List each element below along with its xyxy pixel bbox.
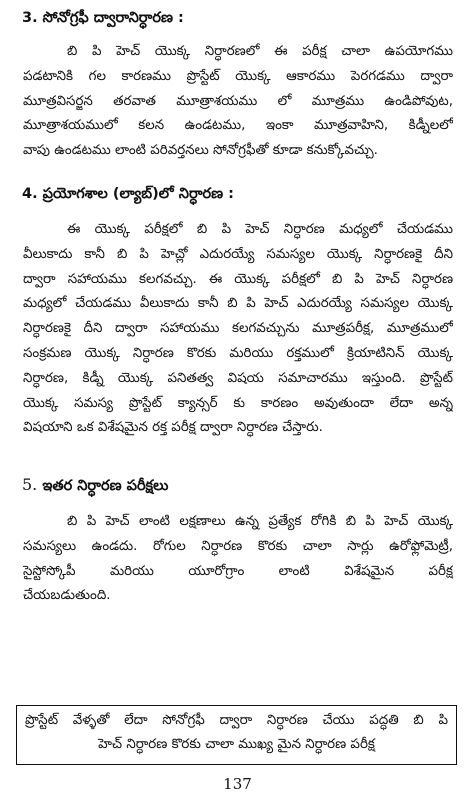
summary-box bbox=[16, 705, 457, 765]
paragraph-line: వాపు ఉండటము లాంటి పరివర్తనలు సోనోగ్రఫీతో కూడా కనుక్కోవచ్చు. bbox=[23, 143, 378, 159]
summary-line: ప్రొస్టేట్ వేళ్ళతో లేదా సోనోగ్రఫీ ద్వారా నిర్ధారణ చేయు పద్ధతి బి పి bbox=[25, 713, 448, 728]
paragraph-line: సంక్రమణ యొక్క నిర్ధారణ కొరకు మరియు రక్తములో క్రియాటినిన్ యొక్క bbox=[23, 345, 453, 361]
section-heading-sonography bbox=[22, 8, 184, 28]
paragraph-line: ద్వారా సహాయము కలగవచ్చు. ఈ యొక్క పరీక్షలో బి పి హెచ్ నిర్ధారణ bbox=[23, 271, 453, 287]
section-title: ఇతర నిర్ధారణ పరీక్షలు bbox=[42, 478, 169, 494]
section-heading-other-tests bbox=[22, 475, 168, 496]
section-paragraph-sonography bbox=[23, 40, 453, 164]
section-number: 5. bbox=[22, 475, 38, 494]
paragraph-line: బి పి హెచ్ యొక్క నిర్ధారణలో ఈ పరీక్ష చాలా ఉపయోగము bbox=[67, 44, 453, 59]
paragraph-line: యొక్క సమస్య ప్రొస్టేట్ క్యాన్సర్ కు కారణం అవుతుందా లేదా అన్న bbox=[23, 395, 453, 411]
paragraph-line: మూత్రాశయములో కలన ఉండటము, ఇంకా మూత్రవాహిని, కిడ్నీలలో bbox=[23, 118, 453, 134]
paragraph-line: సైస్టోస్కోపీ మరియు యూరోగ్రాం లాంటి విశేషమైన పరీక్ష bbox=[23, 563, 453, 579]
paragraph-line: మూత్రవిసర్జన తరవాత మూత్రాశయము లో మూత్రము ఉండిపోవుట, bbox=[23, 93, 453, 109]
paragraph-line: ఈ యొక్క పరీక్షలో బి పి హెచ్ నిర్ధారణ మధ్యలో చేయడము bbox=[67, 222, 453, 237]
paragraph-line: మధ్యలో చేయడము వీలుకాదు కానీ బి పి హెచ్ ఎదురయ్యే సమస్యల యొక్క bbox=[23, 296, 453, 312]
summary-line: హెచ్ నిర్ధారణ కొరకు చాలా ముఖ్య మైన నిర్ధారణ పరీక్ష bbox=[98, 737, 375, 752]
section-number: 3. bbox=[22, 10, 38, 26]
section-paragraph-other-tests bbox=[23, 510, 453, 609]
page-number: 137 bbox=[223, 775, 252, 793]
section-title: ప్రయోగశాల (ల్యాబ్)లో నిర్ధారణ : bbox=[42, 186, 234, 202]
section-title: సోనోగ్రఫీ ద్వారానిర్ధారణ : bbox=[42, 10, 184, 26]
paragraph-line: విషయాని ఒక విశేషమైన రక్త పరీక్ష ద్వారా నిర్ధారణ చేస్తారు. bbox=[23, 420, 323, 436]
paragraph-line: బి పి హెచ్ లాంటి లక్షణాలు ఉన్న ప్రత్యేక రోగికి బి పి హెచ్ యొక్క bbox=[67, 514, 453, 529]
paragraph-line: నిర్ధారణ, కిడ్నీ యొక్క పనితత్వ విషయ సమాచారము ఇస్తుంది. ప్రొస్టేట్ bbox=[23, 370, 453, 386]
paragraph-line: సమస్యలు ఉండదు. రోగుల నిర్ధారణ కొరకు చాలా సార్లు ఉరోఫ్లోమెట్రీ, bbox=[23, 538, 453, 554]
paragraph-line: నిర్ధారణకై దీని ద్వారా సహాయము కలగవచ్చును మూత్రపరీక్ష, మూత్రములో bbox=[23, 321, 453, 337]
section-heading-lab bbox=[22, 184, 234, 204]
paragraph-line: చేయబడుతుంది. bbox=[23, 588, 111, 604]
section-number: 4. bbox=[22, 186, 38, 202]
paragraph-line: వీలుకాదు కానీ బి పి హెచ్లో ఎదురయ్యే సమస్యల యొక్క నిర్ధారణకై దీని bbox=[23, 246, 453, 262]
paragraph-line: పడటానికి గల కారణము ప్రొస్టేట్ యొక్క ఆకారము పెరగడము ద్వారా bbox=[23, 68, 453, 84]
section-paragraph-lab bbox=[23, 218, 453, 441]
